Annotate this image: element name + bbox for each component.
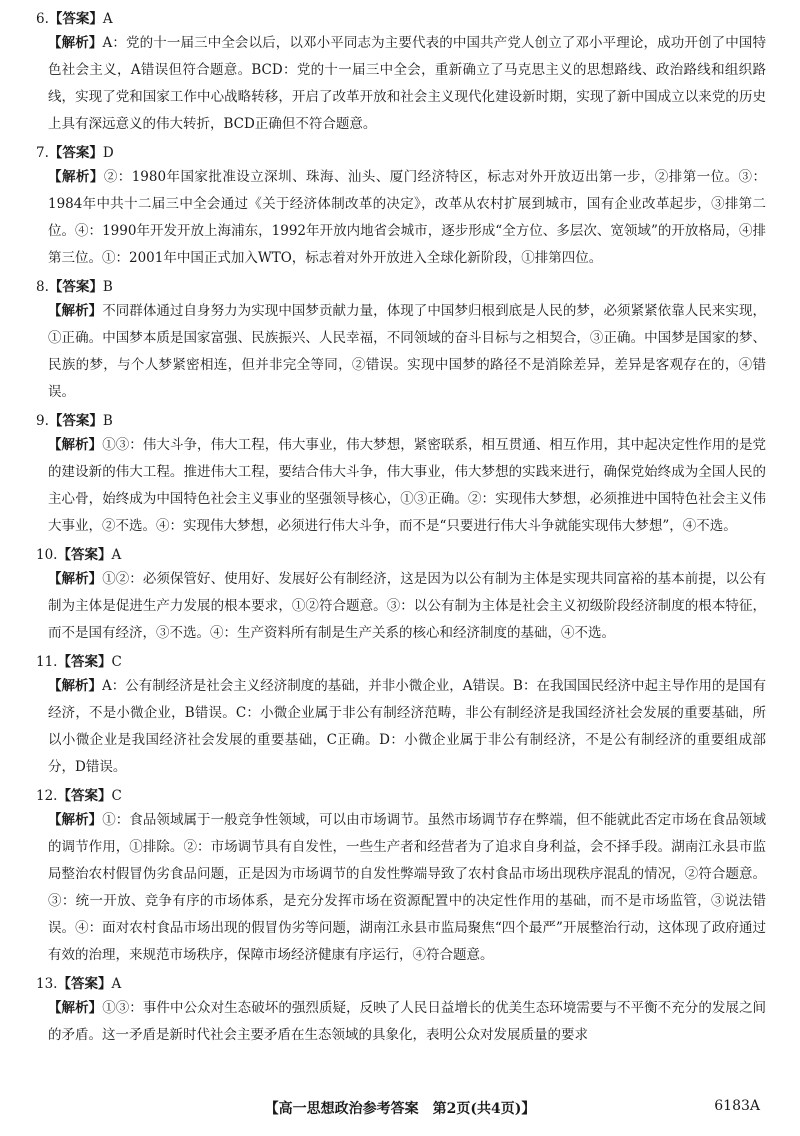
explanation-text: ①③：事件中公众对生态破坏的强烈质疑，反映了人民日益增长的优美生态环境需要与不平衡不充分的发展之间的矛盾。这一矛盾是新时代社会主要矛盾在生态领域的具象化，表明公众对发展质量的要求 [48,1000,767,1043]
answer-line [36,8,766,30]
explanation-paragraph [36,298,766,406]
question-item [36,142,766,272]
answer-tag: 【答案】 [57,547,112,563]
footer-code: 6183A [714,1098,760,1114]
explanation-text: A：公有制经济是社会主义经济制度的基础，并非小微企业，A错误。B：在我国国民经济中起主导作用的是国有经济，不是小微企业，B错误。C：小微企业属于非公有制经济范畴，非公有制经济是我国经济社会发展的重要基础，所以小微企业是我国经济社会发展的重要基础，C正确。D：小微企业属于非公有制经济，不是公有制经济的重要组成部分，D错误。 [48,678,767,775]
answer-tag: 【答案】 [57,654,112,670]
answer-letter: A [111,547,122,563]
explanation-paragraph [36,673,766,781]
answer-letter: A [111,976,122,992]
explanation-tag: 【解析】 [48,303,103,319]
explanation-paragraph [36,995,766,1049]
question-number: 6. [36,11,49,27]
question-number: 9. [36,413,49,429]
explanation-tag: 【解析】 [48,1000,103,1016]
question-item [36,785,766,969]
explanation-text: ②：1980年国家批准设立深圳、珠海、汕头、厦门经济特区，标志对外开放迈出第一步，②排第一位。③：1984年中共十二届三中全会通过《关于经济体制改革的决定》，改革从农村扩展到城市，国有企业改革起步，③排第二位。④：1990年开发开放上海浦东，1992年开放内地省会城市，逐步形成“全方位、多层次、宽领域”的开放格局，④排第三位。①：2001年中国正式加入WTO，标志着对外开放进入全球化新阶段，①排第四位。 [48,169,767,266]
question-number: 7. [36,145,49,161]
explanation-tag: 【解析】 [48,571,103,587]
explanation-paragraph [36,566,766,647]
answer-line [36,544,766,566]
question-number: 13. [36,976,58,992]
answer-letter: B [102,279,113,295]
answer-tag: 【答案】 [57,976,112,992]
explanation-text: 不同群体通过自身努力为实现中国梦贡献力量，体现了中国梦归根到底是人民的梦，必须紧紧依靠人民来实现，①正确。中国梦本质是国家富强、民族振兴、人民幸福，不同领域的奋斗目标与之相契合，③正确。中国梦是国家的梦、民族的梦，与个人梦紧密相连，但并非完全等同，②错误。实现中国梦的路径不是消除差异，差异是客观存在的，④错误。 [48,303,767,400]
question-item [36,651,766,781]
answer-list [36,8,766,1053]
question-item [36,973,766,1049]
answer-letter: A [102,11,113,27]
explanation-tag: 【解析】 [48,35,103,51]
explanation-paragraph [36,30,766,138]
answer-letter: D [102,145,114,161]
explanation-tag: 【解析】 [48,437,103,453]
answer-letter: B [102,413,113,429]
question-item [36,276,766,406]
explanation-paragraph [36,164,766,272]
answer-line [36,410,766,432]
explanation-tag: 【解析】 [48,169,104,185]
question-number: 11. [36,654,58,670]
question-item [36,544,766,647]
question-number: 12. [36,788,58,804]
answer-tag: 【答案】 [48,413,103,429]
explanation-text: A：党的十一届三中全会以后，以邓小平同志为主要代表的中国共产党人创立了邓小平理论，成功开创了中国特色社会主义，A错误但符合题意。BCD：党的十一届三中全会，重新确立了马克思主义的思想路线、政治路线和组织路线，实现了党和国家工作中心战略转移，开启了改革开放和社会主义现代化建设新时期，实现了新中国成立以来党的历史上具有深远意义的伟大转折，BCD正确但不符合题意。 [48,35,767,132]
explanation-text: ①②：必须保管好、使用好、发展好公有制经济，这是因为以公有制为主体是实现共同富裕的基本前提，以公有制为主体是促进生产力发展的根本要求，①②符合题意。③：以公有制为主体是社会主义初级阶段经济制度的根本特征，而不是国有经济，③不选。④：生产资料所有制是生产关系的核心和经济制度的基础，④不选。 [48,571,767,641]
explanation-paragraph [36,432,766,540]
question-item [36,8,766,138]
footer-title: 【高一思想政治参考答案 第2页(共4页)】 [264,1101,536,1117]
answer-letter: C [111,654,122,670]
answer-line [36,785,766,807]
answer-tag: 【答案】 [48,279,103,295]
explanation-tag: 【解析】 [48,678,103,694]
answer-line [36,973,766,995]
explanation-text: ①：食品领域属于一般竞争性领域，可以由市场调节。虽然市场调节存在弊端，但不能就此否定市场在食品领域的调节作用，①排除。②：市场调节具有自发性，一些生产者和经营者为了追求自身利益，会不择手段。湖南江永县市监局整治农村假冒伪劣食品问题，正是因为市场调节的自发性弊端导致了农村食品市场出现秩序混乱的情况，②符合题意。③：统一开放、竞争有序的市场体系，是充分发挥市场在资源配置中的决定性作用的基础，而不是市场监管，③说法错误。④：面对农村食品市场出现的假冒伪劣等问题，湖南江永县市监局聚焦“四个最严”开展整治行动，这体现了政府通过有效的治理，来规范市场秩序，保障市场经济健康有序运行，④符合题意。 [48,812,767,963]
answer-line [36,142,766,164]
question-item [36,410,766,540]
answer-letter: C [111,788,122,804]
question-number: 8. [36,279,49,295]
answer-tag: 【答案】 [57,788,112,804]
explanation-paragraph [36,807,766,969]
question-number: 10. [36,547,58,563]
explanation-tag: 【解析】 [48,812,103,828]
answer-line [36,276,766,298]
answer-tag: 【答案】 [48,11,103,27]
answer-line [36,651,766,673]
answer-tag: 【答案】 [48,145,103,161]
explanation-text: ①③：伟大斗争，伟大工程，伟大事业，伟大梦想，紧密联系，相互贯通、相互作用，其中起决定性作用的是党的建设新的伟大工程。推进伟大工程，要结合伟大斗争，伟大事业，伟大梦想的实践来进行，确保党始终成为全国人民的主心骨，始终成为中国特色社会主义事业的坚强领导核心，①③正确。②：实现伟大梦想，必须推进中国特色社会主义伟大事业，②不选。④：实现伟大梦想，必须进行伟大斗争，而不是“只要进行伟大斗争就能实现伟大梦想”，④不选。 [48,437,767,534]
